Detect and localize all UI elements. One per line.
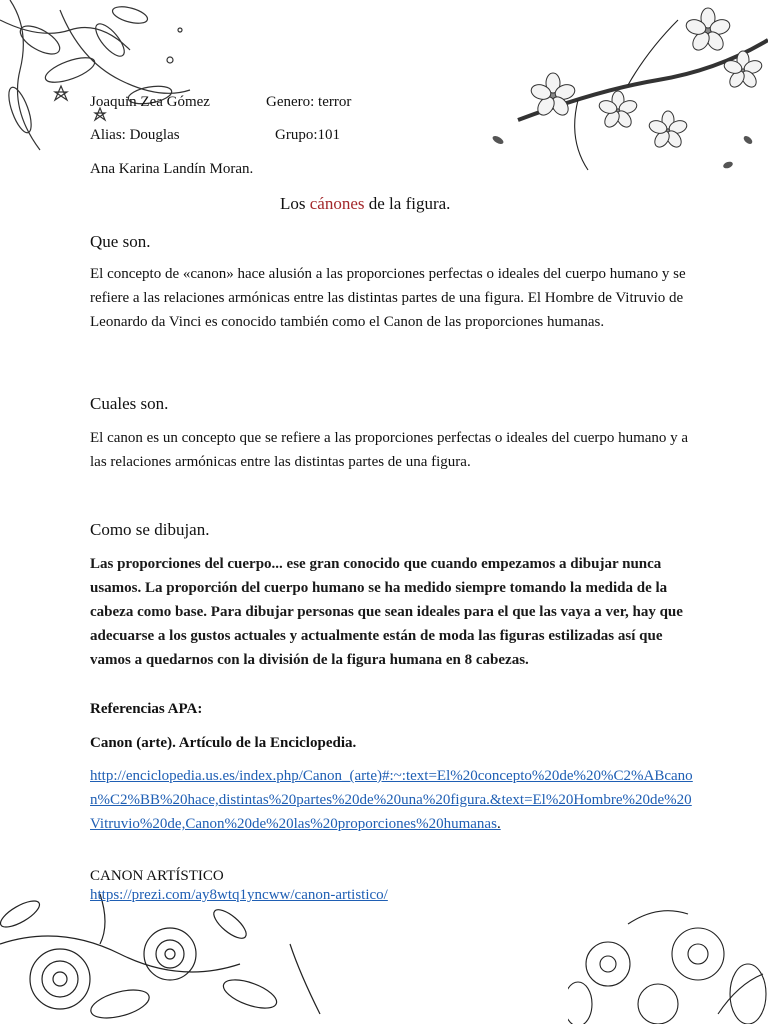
title-prefix: Los bbox=[280, 194, 310, 213]
reference-1-period: . bbox=[496, 816, 501, 832]
document-title bbox=[280, 194, 450, 214]
section-heading-cuales-son: Cuales son. bbox=[90, 394, 169, 413]
genre-label: Genero: terror bbox=[266, 94, 352, 110]
section-heading-como-se-dibujan: Como se dibujan. bbox=[90, 520, 210, 539]
reference-2-link-block bbox=[90, 887, 388, 904]
reference-1-url-link[interactable]: http://enciclopedia.us.es/index.php/Canon_(arte)#:~:text=El%20concepto%20de%20%C2%ABcanon%C2%BB%20hace,distintas%20partes%20de%20una%20figura.&text=El%20Hombre%20de%20Vitruvio%20de,Canon%20de%20las%20proporciones%20humanas bbox=[90, 768, 693, 832]
reference-2-title: CANON ARTÍSTICO bbox=[90, 868, 224, 884]
title-suffix: de la figura. bbox=[364, 194, 451, 213]
title-accent-word: cánones bbox=[309, 194, 365, 213]
floral-decoration-bottom-right-icon bbox=[568, 904, 768, 1024]
group-label: Grupo:101 bbox=[275, 127, 340, 143]
floral-decoration-bottom-left-icon bbox=[0, 884, 330, 1024]
references-heading: Referencias APA: bbox=[90, 701, 203, 717]
cherry-blossom-decoration-top-right-icon bbox=[478, 0, 768, 190]
section-body-como-se-dibujan: Las proporciones del cuerpo... ese gran conocido que cuando empezamos a dibujar nunca usamos. La proporción del cuerpo humano se ha medido siempre tomando la medida de la cabeza como base. Para dibujar personas que sean ideales para el que las vaya a ver, hay que adecuarse a los gustos actuales y actualmente están de moda las figuras estilizadas así que vamos a quedarnos con la división de la figura humana en 8 cabezas. bbox=[90, 556, 683, 668]
section-body-que-son: El concepto de «canon» hace alusión a las proporciones perfectas o ideales del cuerpo humano y se refiere a las relaciones armónicas entre las distintas partes de una figura. El Hombre de Vitruvio de Leonardo da Vinci es conocido también como el Canon de las proporciones humanas. bbox=[90, 266, 686, 330]
author-name: Joaquin Zea Gómez bbox=[90, 94, 210, 110]
teacher-name: Ana Karina Landín Moran. bbox=[90, 161, 254, 177]
section-body-cuales-son: El canon es un concepto que se refiere a las proporciones perfectas o ideales del cuerpo humano y a las relaciones armónicas entre las distintas partes de una figura. bbox=[90, 430, 689, 470]
reference-1-link-block bbox=[90, 764, 700, 836]
reference-1-title: Canon (arte). Artículo de la Enciclopedia. bbox=[90, 735, 357, 751]
alias-label: Alias: Douglas bbox=[90, 127, 180, 143]
reference-2-url-link[interactable]: https://prezi.com/ay8wtq1yncww/canon-artistico/ bbox=[90, 887, 388, 903]
section-heading-que-son: Que son. bbox=[90, 232, 151, 251]
